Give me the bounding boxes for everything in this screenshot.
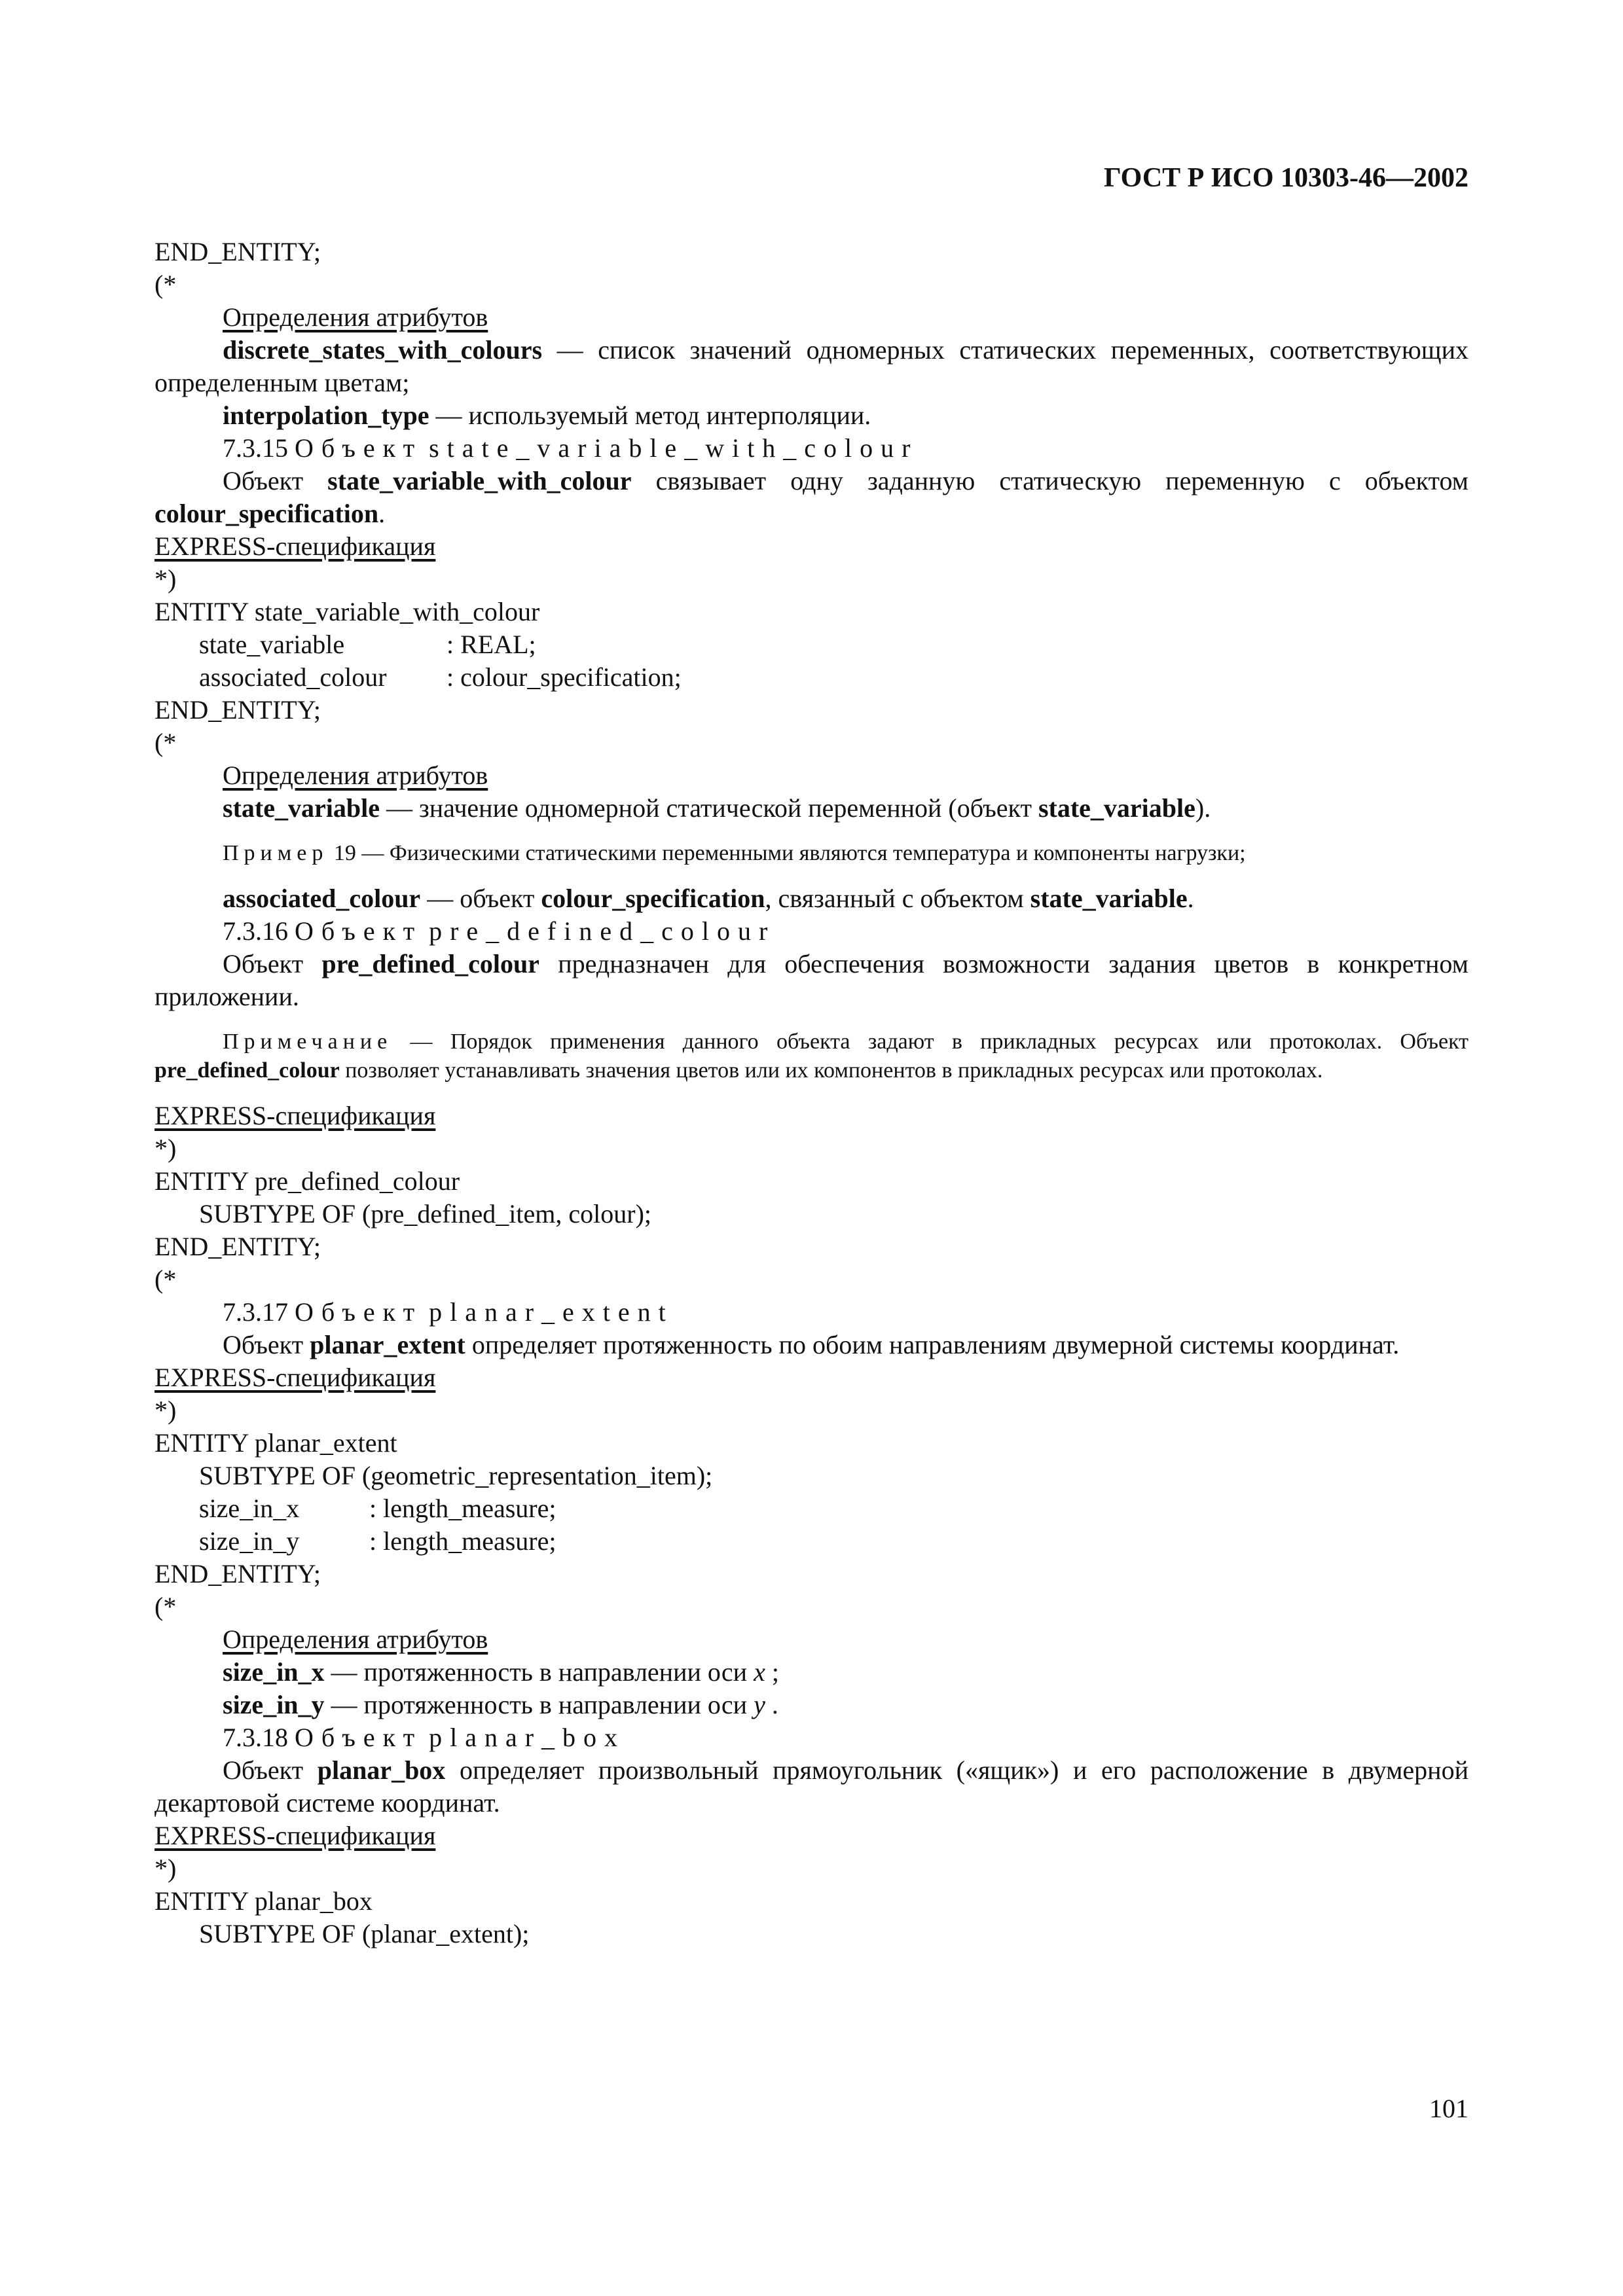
attr-defs-heading-text: Определения атрибутов [223,761,488,790]
attribute-type: : colour_specification; [447,662,682,692]
page-content [155,236,1468,1950]
attr-defs-heading [155,1623,1468,1656]
example-text: 19 — Физическими статическими переменными являются температура и компоненты нагрузки; [328,841,1246,865]
desc-text: Объект [223,949,322,978]
comment-open: (* [155,1265,177,1294]
attribute-type: : REAL; [447,630,536,659]
entity-attribute [155,628,1468,661]
attr-name: state_variable [223,793,380,823]
section-description [155,465,1468,530]
attr-desc: ; [765,1657,779,1687]
desc-text: . [378,499,386,528]
attr-desc: ). [1195,793,1211,823]
note-entity-ref: pre_defined_colour [155,1058,340,1083]
entity-attribute [155,661,1468,694]
attr-desc: — объект [420,884,541,913]
example-label: Пример [223,841,329,865]
desc-text: предназначен для обеспечения возможности задания цветов в конкретном приложении. [155,949,1468,1011]
section-heading-7-3-16 [155,915,1468,948]
attribute-name: size_in_x [199,1494,300,1523]
attr-desc: , связанный с объектом [765,884,1030,913]
desc-text: Объект [223,1755,318,1785]
attribute-name: associated_colour [199,662,387,692]
section-heading-7-3-17 [155,1296,1468,1329]
entity-subtype: SUBTYPE OF (planar_extent); [199,1919,530,1948]
section-word: Объект [295,1297,423,1327]
attr-desc: . [765,1690,778,1719]
entity-declaration: ENTITY pre_defined_colour [155,1166,460,1196]
entity-attribute [155,1525,1468,1558]
attr-desc: — значение одномерной статической переменной (объект [379,793,1038,823]
attr-desc: — протяженность в направлении оси [324,1690,754,1719]
desc-entity-ref: pre_defined_colour [321,949,539,978]
section-number: 7.3.18 [223,1723,288,1752]
attribute-type: : length_measure; [369,1526,556,1556]
comment-open: (* [155,728,177,757]
section-number: 7.3.17 [223,1297,288,1327]
note-label: Примечание [223,1030,393,1054]
section-entity-name: planar_box [429,1723,626,1752]
document-header: ГОСТ Р ИСО 10303-46—2002 [1103,163,1468,193]
section-description [155,1329,1468,1361]
end-entity: END_ENTITY; [155,695,321,725]
comment-open: (* [155,1592,177,1621]
entity-declaration: ENTITY planar_box [155,1886,373,1916]
example-19 [155,839,1468,868]
end-entity: END_ENTITY; [155,1232,321,1261]
express-spec-text: EXPRESS-спецификация [155,1101,436,1130]
attribute-name: size_in_y [199,1526,300,1556]
note-text: позволяет устанавливать значения цветов или их компонентов в прикладных ресурсах или протоколах. [339,1058,1323,1083]
attr-defs-heading [155,759,1468,792]
axis-symbol: y [754,1690,765,1719]
section-word: Объект [295,433,423,463]
desc-text: определяет протяженность по обоим направлениям двумерной системы координат. [465,1330,1400,1359]
attr-name: discrete_states_with_colours [223,335,543,365]
desc-entity-ref: state_variable_with_colour [327,466,632,495]
desc-text: Объект [223,466,328,495]
axis-symbol: x [754,1657,765,1687]
comment-close: *) [155,564,177,594]
attr-desc: — протяженность в направлении оси [324,1657,754,1687]
desc-text: Объект [223,1330,310,1359]
entity-attribute [155,1492,1468,1525]
attr-name: associated_colour [223,884,421,913]
note-block [155,1028,1468,1085]
attr-desc: . [1187,884,1194,913]
attr-name: size_in_x [223,1657,325,1687]
desc-entity-ref: colour_specification [155,499,379,528]
attr-defs-heading-text: Определения атрибутов [223,302,488,332]
attr-entity-ref: colour_specification [541,884,765,913]
comment-open: (* [155,270,177,299]
section-word: Объект [295,916,423,946]
section-word: Объект [295,1723,423,1752]
desc-text: определяет произвольный прямоугольник («ящик») и его расположение в двумерной декартовой системе координат. [155,1755,1468,1818]
attr-def-state-variable [155,792,1468,825]
express-spec-text: EXPRESS-спецификация [155,531,436,561]
page-number: 101 [1429,2094,1468,2123]
attr-def-discrete-states [155,334,1468,399]
express-spec-label [155,530,1468,563]
desc-entity-ref: planar_box [317,1755,446,1785]
section-description [155,948,1468,1013]
desc-text: связывает одну заданную статическую переменную с объектом [631,466,1468,495]
entity-subtype: SUBTYPE OF (geometric_representation_item); [199,1461,713,1490]
entity-declaration: ENTITY state_variable_with_colour [155,597,540,626]
attr-entity-ref: state_variable [1030,884,1188,913]
attr-defs-heading-text: Определения атрибутов [223,1624,488,1654]
express-spec-label [155,1820,1468,1852]
section-entity-name: planar_extent [429,1297,674,1327]
attr-desc: — используемый метод интерполяции. [429,401,871,430]
attr-entity-ref: state_variable [1038,793,1195,823]
attr-desc: — список значений одномерных статических переменных, соответствующих определенным цветам; [155,335,1468,397]
express-spec-text: EXPRESS-спецификация [155,1821,436,1850]
comment-close: *) [155,1134,177,1163]
desc-entity-ref: planar_extent [310,1330,465,1359]
express-spec-text: EXPRESS-спецификация [155,1363,436,1392]
express-spec-label [155,1100,1468,1132]
section-description [155,1754,1468,1820]
section-heading-7-3-15 [155,432,1468,465]
end-entity: END_ENTITY; [155,1559,321,1588]
attr-name: size_in_y [223,1690,325,1719]
attr-def-associated-colour [155,882,1468,915]
attribute-type: : length_measure; [369,1494,556,1523]
section-entity-name: pre_defined_colour [429,916,776,946]
attr-name: interpolation_type [223,401,429,430]
attr-defs-heading [155,301,1468,334]
entity-declaration: ENTITY planar_extent [155,1428,397,1458]
attr-def-interpolation [155,399,1468,432]
entity-subtype: SUBTYPE OF (pre_defined_item, colour); [199,1199,651,1229]
section-number: 7.3.15 [223,433,288,463]
section-entity-name: state_variable_with_colour [429,433,919,463]
comment-close: *) [155,1395,177,1425]
section-number: 7.3.16 [223,916,288,946]
express-spec-label [155,1361,1468,1394]
attr-def-size-in-x [155,1656,1468,1689]
attribute-name: state_variable [199,630,345,659]
section-heading-7-3-18 [155,1721,1468,1754]
note-text: — Порядок применения данного объекта задают в прикладных ресурсах или протоколах. Объект [392,1030,1468,1054]
end-entity: END_ENTITY; [155,237,321,266]
comment-close: *) [155,1854,177,1883]
attr-def-size-in-y [155,1689,1468,1721]
